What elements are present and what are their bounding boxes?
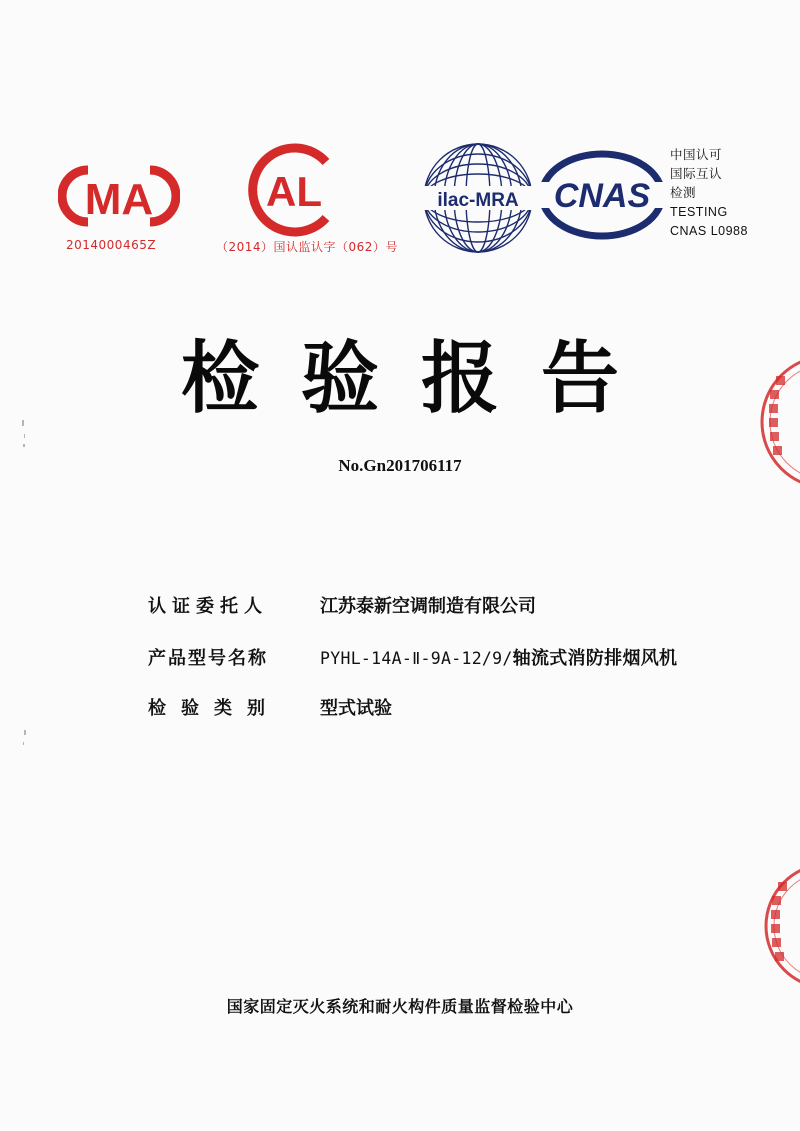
- document-title: 检验报告: [180, 334, 661, 424]
- issuing-organization: 国家固定灭火系统和耐火构件质量监督检验中心: [226, 997, 574, 1016]
- ilac-mark-text: ilac-MRA: [437, 190, 519, 211]
- product-model: PYHL-14A-Ⅱ-9A-12/9/: [320, 649, 513, 668]
- cnas-accreditation-caption: [670, 146, 748, 241]
- client-label: 认证委托人: [148, 596, 268, 617]
- cal-accreditation-number: （2014）国认监认字（062）号: [216, 240, 398, 254]
- cnas-mark-text: CNAS: [553, 177, 651, 215]
- product-label: 产品型号名称: [148, 648, 268, 669]
- product-value: [320, 644, 677, 670]
- client-value: 江苏泰新空调制造有限公司: [320, 596, 536, 617]
- cnas-logo: [538, 150, 666, 240]
- cnas-caption-line: 检测: [670, 186, 697, 200]
- cnas-caption-line: TESTING: [670, 205, 728, 219]
- cma-accreditation-number: 2014000465Z: [66, 238, 157, 252]
- cma-logo: [58, 160, 180, 232]
- report-number: No.Gn201706117: [338, 456, 462, 475]
- cnas-caption-line: 中国认可: [670, 148, 723, 162]
- cnas-caption-line: CNAS L0988: [670, 224, 748, 238]
- cnas-caption-line: 国际互认: [670, 167, 723, 181]
- seal-stamp-top: [740, 350, 800, 495]
- ilac-mra-logo: [420, 140, 536, 256]
- scan-specks: [18, 400, 38, 780]
- test-type-value: 型式试验: [320, 698, 392, 719]
- test-type-label: 检验类别: [148, 698, 280, 719]
- product-name: 轴流式消防排烟风机: [512, 648, 678, 669]
- cal-mark-text: AL: [266, 168, 322, 215]
- seal-stamp-bottom: [740, 860, 800, 990]
- cal-logo: [238, 140, 348, 240]
- cma-mark-text: MA: [84, 175, 154, 224]
